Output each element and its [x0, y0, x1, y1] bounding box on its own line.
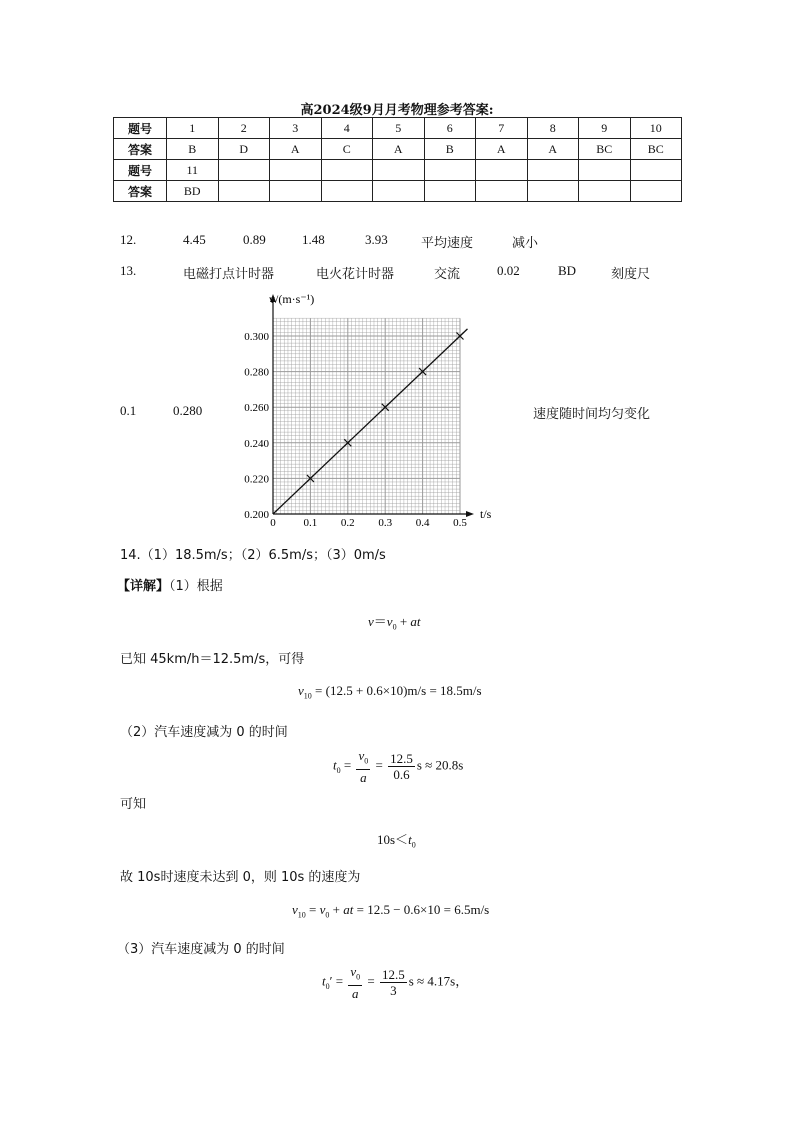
y-tick-label: 0.260 [244, 402, 269, 415]
q13-answer: 刻度尺 [611, 267, 651, 282]
table-cell: 10 [630, 118, 682, 139]
y-tick-label: 0.240 [244, 437, 269, 450]
table-cell [373, 160, 425, 181]
table-cell: A [373, 139, 425, 160]
answer-table [113, 117, 682, 202]
formula-2: $v_{10} = (12.5 + 0.6\times 10)m/s = 18.5m/s$ [298, 683, 482, 701]
table-row [114, 160, 682, 181]
y-tick-label: 0.280 [244, 366, 269, 379]
q14-conclusion: 故 10s时速度未达到 0，则 10s 的速度为 [120, 870, 361, 885]
table-cell: BD [167, 181, 219, 202]
table-cell [424, 160, 476, 181]
table-cell [321, 160, 373, 181]
q12-answer: 1.48 [302, 232, 325, 247]
x-tick-label: 0.2 [340, 517, 355, 529]
table-cell: B [167, 139, 219, 160]
q12-number: 12. [120, 232, 137, 247]
x-tick-label: 0.1 [303, 517, 318, 529]
q13-number: 13. [120, 263, 137, 278]
table-cell [218, 160, 270, 181]
table-row [114, 118, 682, 139]
table-cell [630, 181, 682, 202]
y-tick-label: 0.300 [244, 331, 269, 343]
table-row [114, 181, 682, 202]
q14-known: 已知 45km/h＝12.5m/s，可得 [120, 652, 305, 667]
q14-part2: （2）汽车速度减为 0 的时间 [120, 725, 288, 740]
q13-answer: 0.02 [497, 263, 520, 278]
y-tick-label: 0.200 [244, 509, 269, 521]
detail-text: （1）根据 [169, 579, 223, 594]
formula-4: $10s<t_0$ [377, 832, 416, 850]
table-cell: 6 [424, 118, 476, 139]
table-header-cell: 题号 [114, 160, 167, 181]
table-cell: BC [579, 139, 631, 160]
table-cell: 8 [527, 118, 579, 139]
q12-answer: 3.93 [365, 232, 388, 247]
y-axis-label: v/(m·s⁻¹) [269, 292, 315, 306]
formula-1: $v=v_0$ + at [368, 614, 421, 632]
table-cell: C [321, 139, 373, 160]
table-cell [527, 160, 579, 181]
table-cell: 3 [270, 118, 322, 139]
x-tick-label: 0 [270, 517, 276, 529]
formula-3: $t_0$ = $\frac{v_0}{a}$ = $\frac{12.5}{0.6}$ s ≈ 20.8s [333, 748, 464, 785]
table-cell: A [527, 139, 579, 160]
table-cell [218, 181, 270, 202]
table-cell [424, 181, 476, 202]
table-cell: 1 [167, 118, 219, 139]
x-axis-arrow [466, 511, 474, 517]
table-cell [476, 181, 528, 202]
table-cell: 4 [321, 118, 373, 139]
q12-answer: 0.89 [243, 232, 266, 247]
document-title: 高2024级9月月考物理参考答案: [300, 103, 494, 118]
q13-answer: 电磁打点计时器 [183, 267, 275, 282]
q13-answer: 电火花计时器 [316, 267, 395, 282]
table-header-cell: 答案 [114, 139, 167, 160]
q14-kezhi: 可知 [120, 797, 147, 812]
table-cell [270, 160, 322, 181]
q14-detail [117, 575, 223, 594]
x-axis-label: t/s [480, 507, 492, 521]
table-cell: 11 [167, 160, 219, 181]
table-cell: 5 [373, 118, 425, 139]
table-cell [630, 160, 682, 181]
table-cell [527, 181, 579, 202]
detail-label: 【详解】 [117, 579, 170, 594]
formula-5: $v_{10} = v_0$ + at = 12.5 − 0.6×10 = 6.5m/s [292, 902, 490, 920]
table-cell: 9 [579, 118, 631, 139]
table-header-cell: 答案 [114, 181, 167, 202]
table-header-cell: 题号 [114, 118, 167, 139]
y-tick-label: 0.220 [244, 473, 269, 486]
table-row [114, 139, 682, 160]
table-cell [476, 160, 528, 181]
q12-answer: 平均速度 [421, 236, 474, 251]
table-cell: D [218, 139, 270, 160]
table-cell [579, 160, 631, 181]
x-tick-label: 0.3 [378, 517, 393, 529]
table-cell: A [270, 139, 322, 160]
table-cell: B [424, 139, 476, 160]
table-cell [579, 181, 631, 202]
q12-answer: 4.45 [183, 232, 206, 247]
q13-answer: 0.280 [173, 403, 203, 418]
table-cell [321, 181, 373, 202]
table-cell [373, 181, 425, 202]
table-cell [270, 181, 322, 202]
x-tick-label: 0.5 [453, 517, 467, 529]
table-cell: A [476, 139, 528, 160]
q12-answer: 减小 [512, 236, 539, 251]
formula-6: $t_0'$ = $\frac{v_0}{a}$ = $\frac{12.5}{3}$ s ≈ 4.17s， [322, 964, 469, 1001]
x-tick-label: 0.4 [415, 517, 430, 529]
table-cell: 2 [218, 118, 270, 139]
q13-answer: 速度随时间均匀变化 [533, 407, 651, 422]
q14-part3: （3）汽车速度减为 0 的时间 [117, 942, 285, 957]
q13-answer: 0.1 [120, 403, 137, 418]
table-cell: 7 [476, 118, 528, 139]
q14-summary: 14.（1）18.5m/s；（2）6.5m/s；（3）0m/s [120, 548, 386, 563]
velocity-time-graph [230, 288, 510, 530]
q13-answer: BD [558, 263, 577, 278]
table-cell: BC [630, 139, 682, 160]
q13-answer: 交流 [434, 267, 461, 282]
